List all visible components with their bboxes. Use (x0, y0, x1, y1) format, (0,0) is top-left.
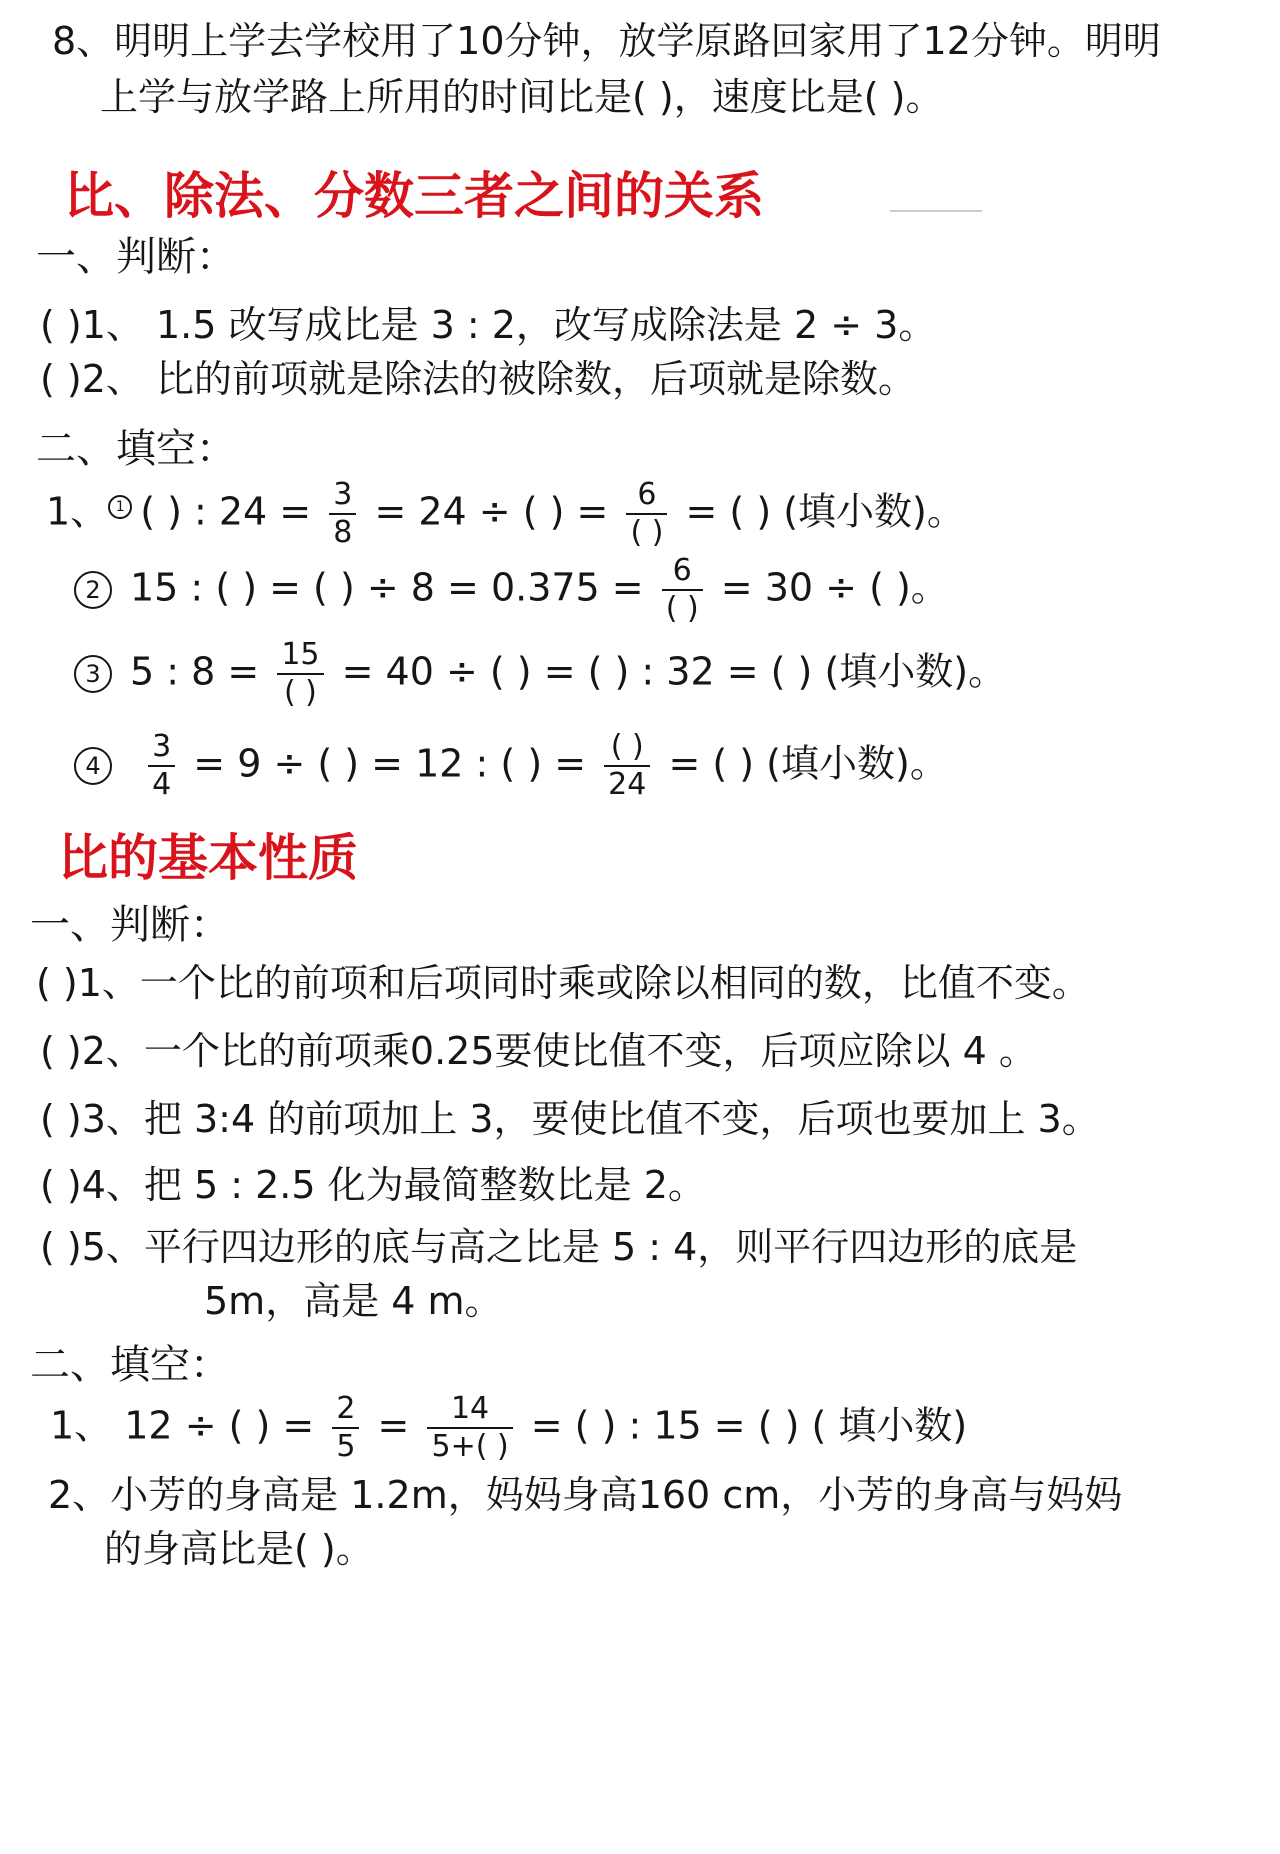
denominator: ( ) (283, 675, 317, 710)
sec2-judge-item-1: ( )1、一个比的前项和后项同时乘或除以相同的数，比值不变。 (36, 961, 1090, 1005)
fraction (427, 1391, 512, 1464)
sec2-judge-item-5-line2: 5m，高是 4 m。 (204, 1279, 503, 1323)
expr-part: ( ) : 24 = (140, 489, 312, 534)
expr-part: = 30 ÷ ( )。 (720, 565, 949, 610)
numerator: 3 (148, 732, 175, 767)
fraction (329, 477, 356, 550)
fraction (626, 477, 667, 550)
expr-part: 15 : ( ) = ( ) ÷ 8 = 0.375 = (130, 565, 644, 610)
fraction (604, 729, 650, 802)
expr-part: 5 : 8 = (130, 649, 260, 694)
denominator: 4 (152, 767, 172, 802)
expr-part: 1、 12 ÷ ( ) = (50, 1403, 315, 1448)
decorative-underline (890, 210, 982, 212)
expr-part: = 40 ÷ ( ) = ( ) : 32 = ( ) (填小数)。 (341, 649, 1007, 694)
sec2-judge-item-2: ( )2、一个比的前项乘0.25要使比值不变，后项应除以 4 。 (40, 1029, 1037, 1073)
numerator: ( ) (604, 732, 650, 767)
q8-line2: 上学与放学路上所用的时间比是( )，速度比是( )。 (100, 75, 944, 119)
sec2-fill-item-2-line1: 2、小芳的身高是 1.2m，妈妈身高160 cm，小芳的身高与妈妈 (48, 1473, 1123, 1517)
fraction (332, 1391, 359, 1464)
sec1-fill-heading: 二、填空： (36, 426, 236, 472)
circled-number-1: 1 (108, 495, 132, 519)
sec2-fill-item-2-line2: 的身高比是( )。 (104, 1527, 374, 1571)
sec2-judge-item-3: ( )3、把 3:4 的前项加上 3，要使比值不变，后项也要加上 3。 (40, 1097, 1100, 1141)
fraction (277, 637, 323, 710)
sec1-judge-item-2: ( )2、 比的前项就是除法的被除数，后项就是除数。 (40, 357, 916, 401)
sec1-fill-item-1 (46, 477, 965, 550)
section-title-ratio-division-fraction: 比、除法、分数三者之间的关系 (64, 167, 764, 225)
denominator: 8 (333, 515, 353, 550)
denominator: ( ) (665, 591, 699, 626)
fraction (148, 729, 175, 802)
expr-part: = ( ) (填小数)。 (668, 741, 948, 786)
item-number: 1、 (46, 489, 109, 534)
numerator: 15 (277, 640, 323, 675)
circled-number-3: 3 (74, 655, 112, 693)
denominator: 5+( ) (431, 1429, 509, 1464)
sec1-judge-heading: 一、判断： (36, 234, 236, 280)
numerator: 6 (626, 480, 667, 515)
expr-part: = 9 ÷ ( ) = 12 : ( ) = (193, 741, 587, 786)
sec1-judge-item-1: ( )1、 1.5 改写成比是 3 : 2，改写成除法是 2 ÷ 3。 (40, 303, 937, 347)
expr-part: = ( ) (填小数)。 (685, 489, 965, 534)
denominator: ( ) (630, 515, 664, 550)
denominator: 5 (336, 1429, 356, 1464)
sec2-judge-item-5-line1: ( )5、平行四边形的底与高之比是 5 : 4，则平行四边形的底是 (40, 1225, 1078, 1269)
sec1-fill-item-3 (74, 637, 1007, 710)
expr-part: = (377, 1403, 410, 1448)
q8-line1: 8、明明上学去学校用了10分钟，放学原路回家用了12分钟。明明 (52, 19, 1161, 63)
sec2-fill-item-1 (50, 1391, 968, 1464)
fraction (662, 553, 703, 626)
sec1-fill-item-2 (74, 553, 949, 626)
numerator: 14 (427, 1394, 512, 1429)
sec2-judge-heading: 一、判断： (30, 902, 230, 948)
circled-number-4: 4 (74, 747, 112, 785)
numerator: 2 (332, 1394, 359, 1429)
sec2-fill-heading: 二、填空： (30, 1342, 230, 1388)
expr-part: = 24 ÷ ( ) = (374, 489, 609, 534)
numerator: 3 (329, 480, 356, 515)
denominator: 24 (608, 767, 647, 802)
circled-number-2: 2 (74, 571, 112, 609)
sec2-judge-item-4: ( )4、把 5 : 2.5 化为最简整数比是 2。 (40, 1163, 706, 1207)
sec1-fill-item-4 (74, 729, 948, 802)
numerator: 6 (662, 556, 703, 591)
expr-part: = ( ) : 15 = ( ) ( 填小数) (530, 1403, 968, 1448)
section-title-basic-property: 比的基本性质 (58, 829, 358, 887)
